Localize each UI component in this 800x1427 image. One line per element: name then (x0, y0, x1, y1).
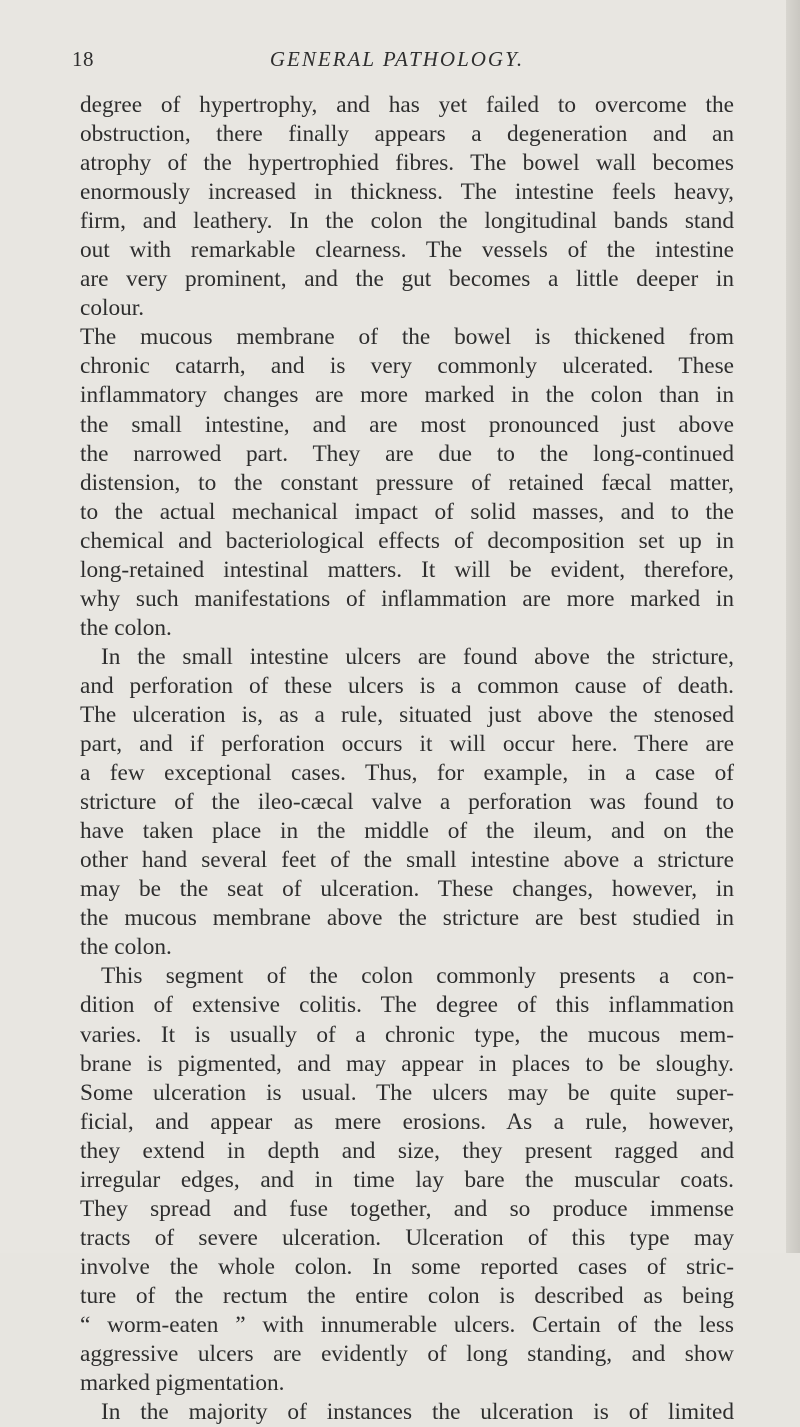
text-line: varies. It is usually of a chronic type, the mucous mem- (80, 1021, 734, 1048)
text-line: have taken place in the middle of the ileum, and on the (80, 818, 734, 845)
text-line: In the small intestine ulcers are found above the stricture, (101, 643, 734, 670)
text-line: chronic catarrh, and is very commonly ulcerated. These (80, 353, 734, 380)
text-line: the colon. (80, 614, 172, 641)
text-line: may be the seat of ulceration. These changes, however, in (80, 876, 734, 903)
text-line: stricture of the ileo-cæcal valve a perforation was found to (80, 789, 734, 816)
running-title: GENERAL PATHOLOGY. (269, 47, 525, 71)
text-line: other hand several feet of the small intestine above a stricture (80, 847, 734, 874)
text-line: inflammatory changes are more marked in the colon than in (80, 382, 734, 409)
text-line: marked pigmentation. (80, 1370, 285, 1397)
text-line: a few exceptional cases. Thus, for example, in a case of (80, 760, 734, 787)
page-number: 18 (72, 47, 94, 71)
text-line: ficial, and appear as mere erosions. As a rule, however, (80, 1108, 734, 1135)
text-line: dition of extensive colitis. The degree of this inflammation (80, 992, 734, 1019)
text-line: firm, and leathery. In the colon the longitudinal bands stand (80, 208, 734, 235)
text-line: ture of the rectum the entire colon is described as being (80, 1282, 734, 1309)
text-line: They spread and fuse together, and so produce immense (80, 1195, 734, 1222)
text-line: degree of hypertrophy, and has yet failed to overcome the (80, 92, 734, 118)
text-line: the small intestine, and are most pronounced just above (80, 411, 734, 438)
running-head (72, 47, 722, 75)
text-line: and perforation of these ulcers is a common cause of death. (80, 672, 734, 699)
text-line: obstruction, there finally appears a degeneration and an (80, 121, 734, 148)
text-line: “ worm-eaten ” with innumerable ulcers. Certain of the less (80, 1311, 734, 1338)
text-line: Some ulceration is usual. The ulcers may be quite super- (80, 1079, 734, 1106)
text-line: long-retained intestinal matters. It will be evident, therefore, (80, 556, 734, 583)
text-line: tracts of severe ulceration. Ulceration of this type may (80, 1224, 734, 1251)
text-line: chemical and bacteriological effects of decomposition set up in (80, 527, 734, 554)
text-line: involve the whole colon. In some reported cases of stric- (80, 1253, 734, 1280)
text-line: colour. (80, 295, 145, 322)
body-text (80, 91, 734, 1427)
text-line: irregular edges, and in time lay bare the muscular coats. (80, 1166, 734, 1193)
text-line: The mucous membrane of the bowel is thickened from (80, 324, 734, 351)
text-line: distension, to the constant pressure of retained fæcal matter, (80, 469, 734, 496)
text-line: out with remarkable clearness. The vessels of the intestine (80, 237, 734, 264)
text-line: to the actual mechanical impact of solid masses, and to the (80, 498, 734, 525)
text-line: the narrowed part. They are due to the long-continued (80, 440, 734, 467)
text-line: are very prominent, and the gut becomes a little deeper in (80, 266, 734, 293)
text-line: atrophy of the hypertrophied fibres. The bowel wall becomes (80, 150, 734, 177)
text-line: aggressive ulcers are evidently of long standing, and show (80, 1341, 734, 1368)
text-line: This segment of the colon commonly presents a con- (101, 963, 734, 990)
text-line: part, and if perforation occurs it will occur here. There are (80, 731, 734, 758)
text-line: enormously increased in thickness. The intestine feels heavy, (80, 179, 734, 206)
text-line: brane is pigmented, and may appear in places to be sloughy. (80, 1050, 734, 1077)
page-edge-shadow (786, 0, 800, 1253)
text-line: why such manifestations of inflammation are more marked in (80, 585, 734, 612)
text-line: the mucous membrane above the stricture are best studied in (80, 905, 734, 932)
text-line: In the majority of instances the ulceration is of limited (101, 1399, 734, 1426)
text-line: The ulceration is, as a rule, situated just above the stenosed (80, 701, 734, 728)
text-line: they extend in depth and size, they present ragged and (80, 1137, 734, 1164)
text-line: the colon. (80, 934, 172, 961)
